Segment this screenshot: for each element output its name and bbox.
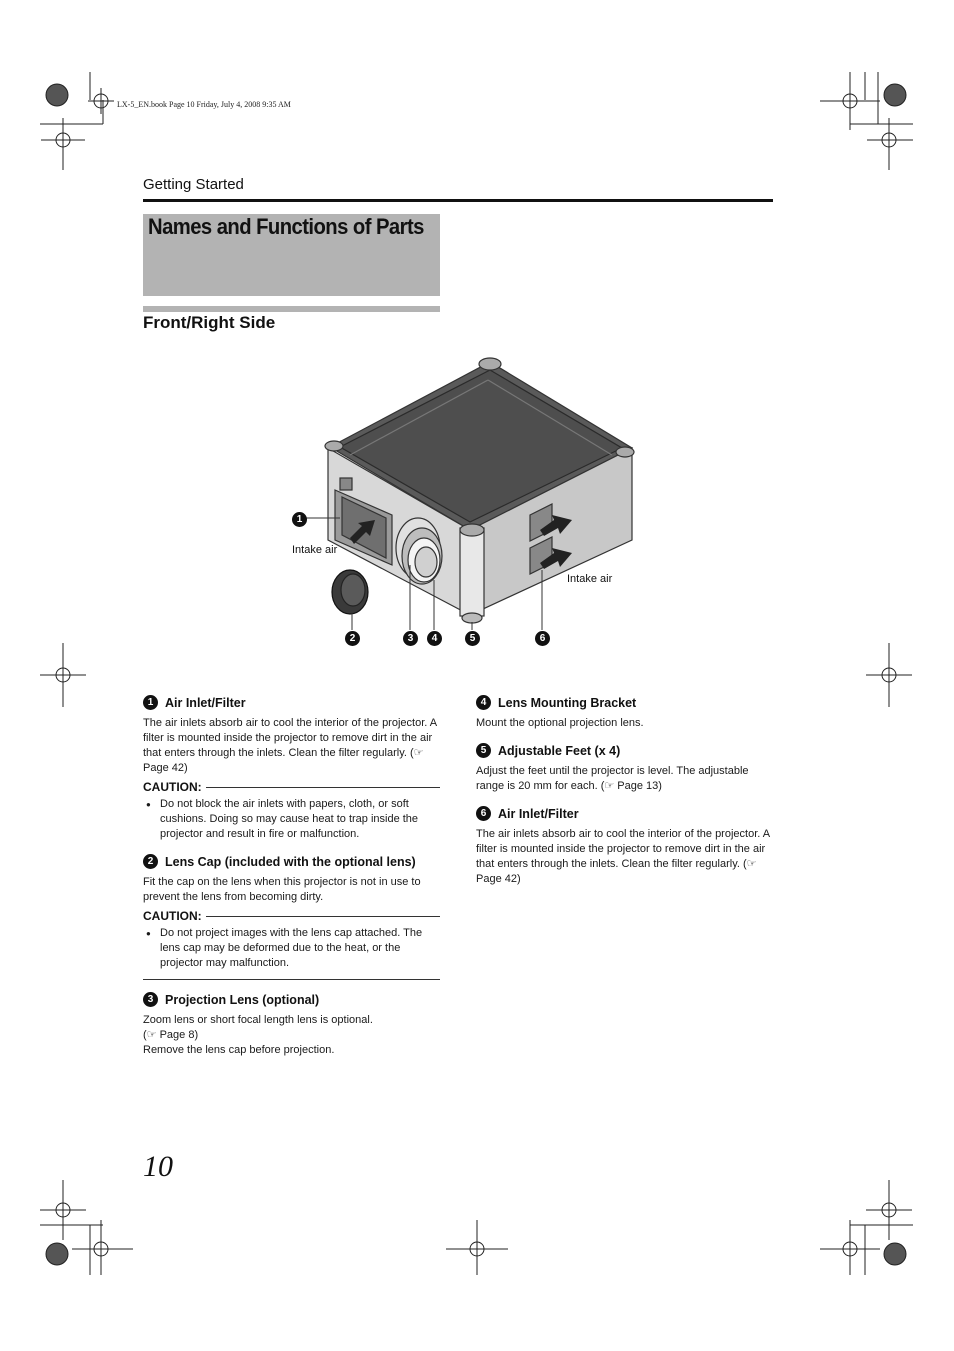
item-number: 3 bbox=[143, 992, 158, 1007]
callout-1: 1 bbox=[292, 512, 307, 527]
item-number: 6 bbox=[476, 806, 491, 821]
print-header: LX-5_EN.book Page 10 Friday, July 4, 2008 9:35 AM bbox=[117, 100, 291, 109]
intake-air-label-left: Intake air bbox=[292, 544, 338, 556]
item-description: Adjust the feet until the projector is level. The adjustable range is 20 mm for each. (☞ Page 13) bbox=[476, 765, 749, 792]
bullet-icon: ● bbox=[146, 929, 151, 938]
callout-6: 6 bbox=[535, 631, 550, 646]
caution-heading: CAUTION: bbox=[143, 909, 440, 923]
item-description-line: Remove the lens cap before projection. bbox=[143, 1044, 335, 1056]
caution-bullet: ● Do not project images with the lens cap attached. The lens cap may be deformed due to the heat, or the projector may malfunction. bbox=[143, 926, 440, 971]
item-title: Lens Mounting Bracket bbox=[498, 695, 637, 710]
item-description: Mount the optional projection lens. bbox=[476, 717, 644, 729]
callout-4: 4 bbox=[427, 631, 442, 646]
section-label: Getting Started bbox=[143, 176, 244, 193]
item-air-inlet-filter-front bbox=[143, 695, 440, 842]
item-projection-lens bbox=[143, 992, 440, 1058]
item-description: Fit the cap on the lens when this projector is not in use to prevent the lens from becoming dirty. bbox=[143, 876, 421, 903]
caution-bullet: ● Do not block the air inlets with papers, cloth, or soft cushions. Doing so may cause heat to trap inside the projector and result in fire or malfunction. bbox=[143, 797, 440, 842]
separator-rule bbox=[143, 979, 440, 980]
item-title: Projection Lens (optional) bbox=[165, 992, 320, 1007]
item-air-inlet-filter-side bbox=[476, 806, 773, 887]
item-lens-mounting-bracket bbox=[476, 695, 773, 731]
caution-heading: CAUTION: bbox=[143, 780, 440, 794]
item-number: 4 bbox=[476, 695, 491, 710]
item-page-reference: (☞ Page 8) bbox=[143, 1029, 199, 1041]
item-description-line: Zoom lens or short focal length lens is optional. bbox=[143, 1014, 373, 1026]
item-title: Lens Cap (included with the optional lens) bbox=[165, 854, 416, 869]
item-number: 5 bbox=[476, 743, 491, 758]
header-rule bbox=[143, 199, 773, 202]
bullet-icon: ● bbox=[146, 800, 151, 809]
right-column bbox=[476, 695, 773, 899]
item-number: 1 bbox=[143, 695, 158, 710]
item-adjustable-feet bbox=[476, 743, 773, 794]
item-lens-cap bbox=[143, 854, 440, 980]
section-subheading: Front/Right Side bbox=[143, 313, 276, 332]
projector-illustration bbox=[280, 350, 660, 660]
left-column bbox=[143, 695, 440, 1070]
page-number: 10 bbox=[143, 1150, 173, 1183]
item-description: The air inlets absorb air to cool the interior of the projector. A filter is mounted inside the projector to remove dirt in the air that enters through the inlets. Clean the filter regularly. (☞ Page 42) bbox=[476, 828, 770, 885]
item-description: The air inlets absorb air to cool the interior of the projector. A filter is mounted inside the projector to remove dirt in the air that enters through the inlets. Clean the filter regularly. (☞ Page 42) bbox=[143, 717, 437, 774]
callout-3: 3 bbox=[403, 631, 418, 646]
callout-5: 5 bbox=[465, 631, 480, 646]
item-title: Air Inlet/Filter bbox=[498, 806, 579, 821]
projector-drawing bbox=[280, 350, 660, 660]
callout-2: 2 bbox=[345, 631, 360, 646]
item-title: Air Inlet/Filter bbox=[165, 695, 246, 710]
page-title: Names and Functions of Parts bbox=[148, 214, 424, 239]
intake-air-label-right: Intake air bbox=[567, 573, 613, 585]
title-underbar bbox=[143, 306, 440, 312]
item-title: Adjustable Feet (x 4) bbox=[498, 743, 621, 758]
item-number: 2 bbox=[143, 854, 158, 869]
